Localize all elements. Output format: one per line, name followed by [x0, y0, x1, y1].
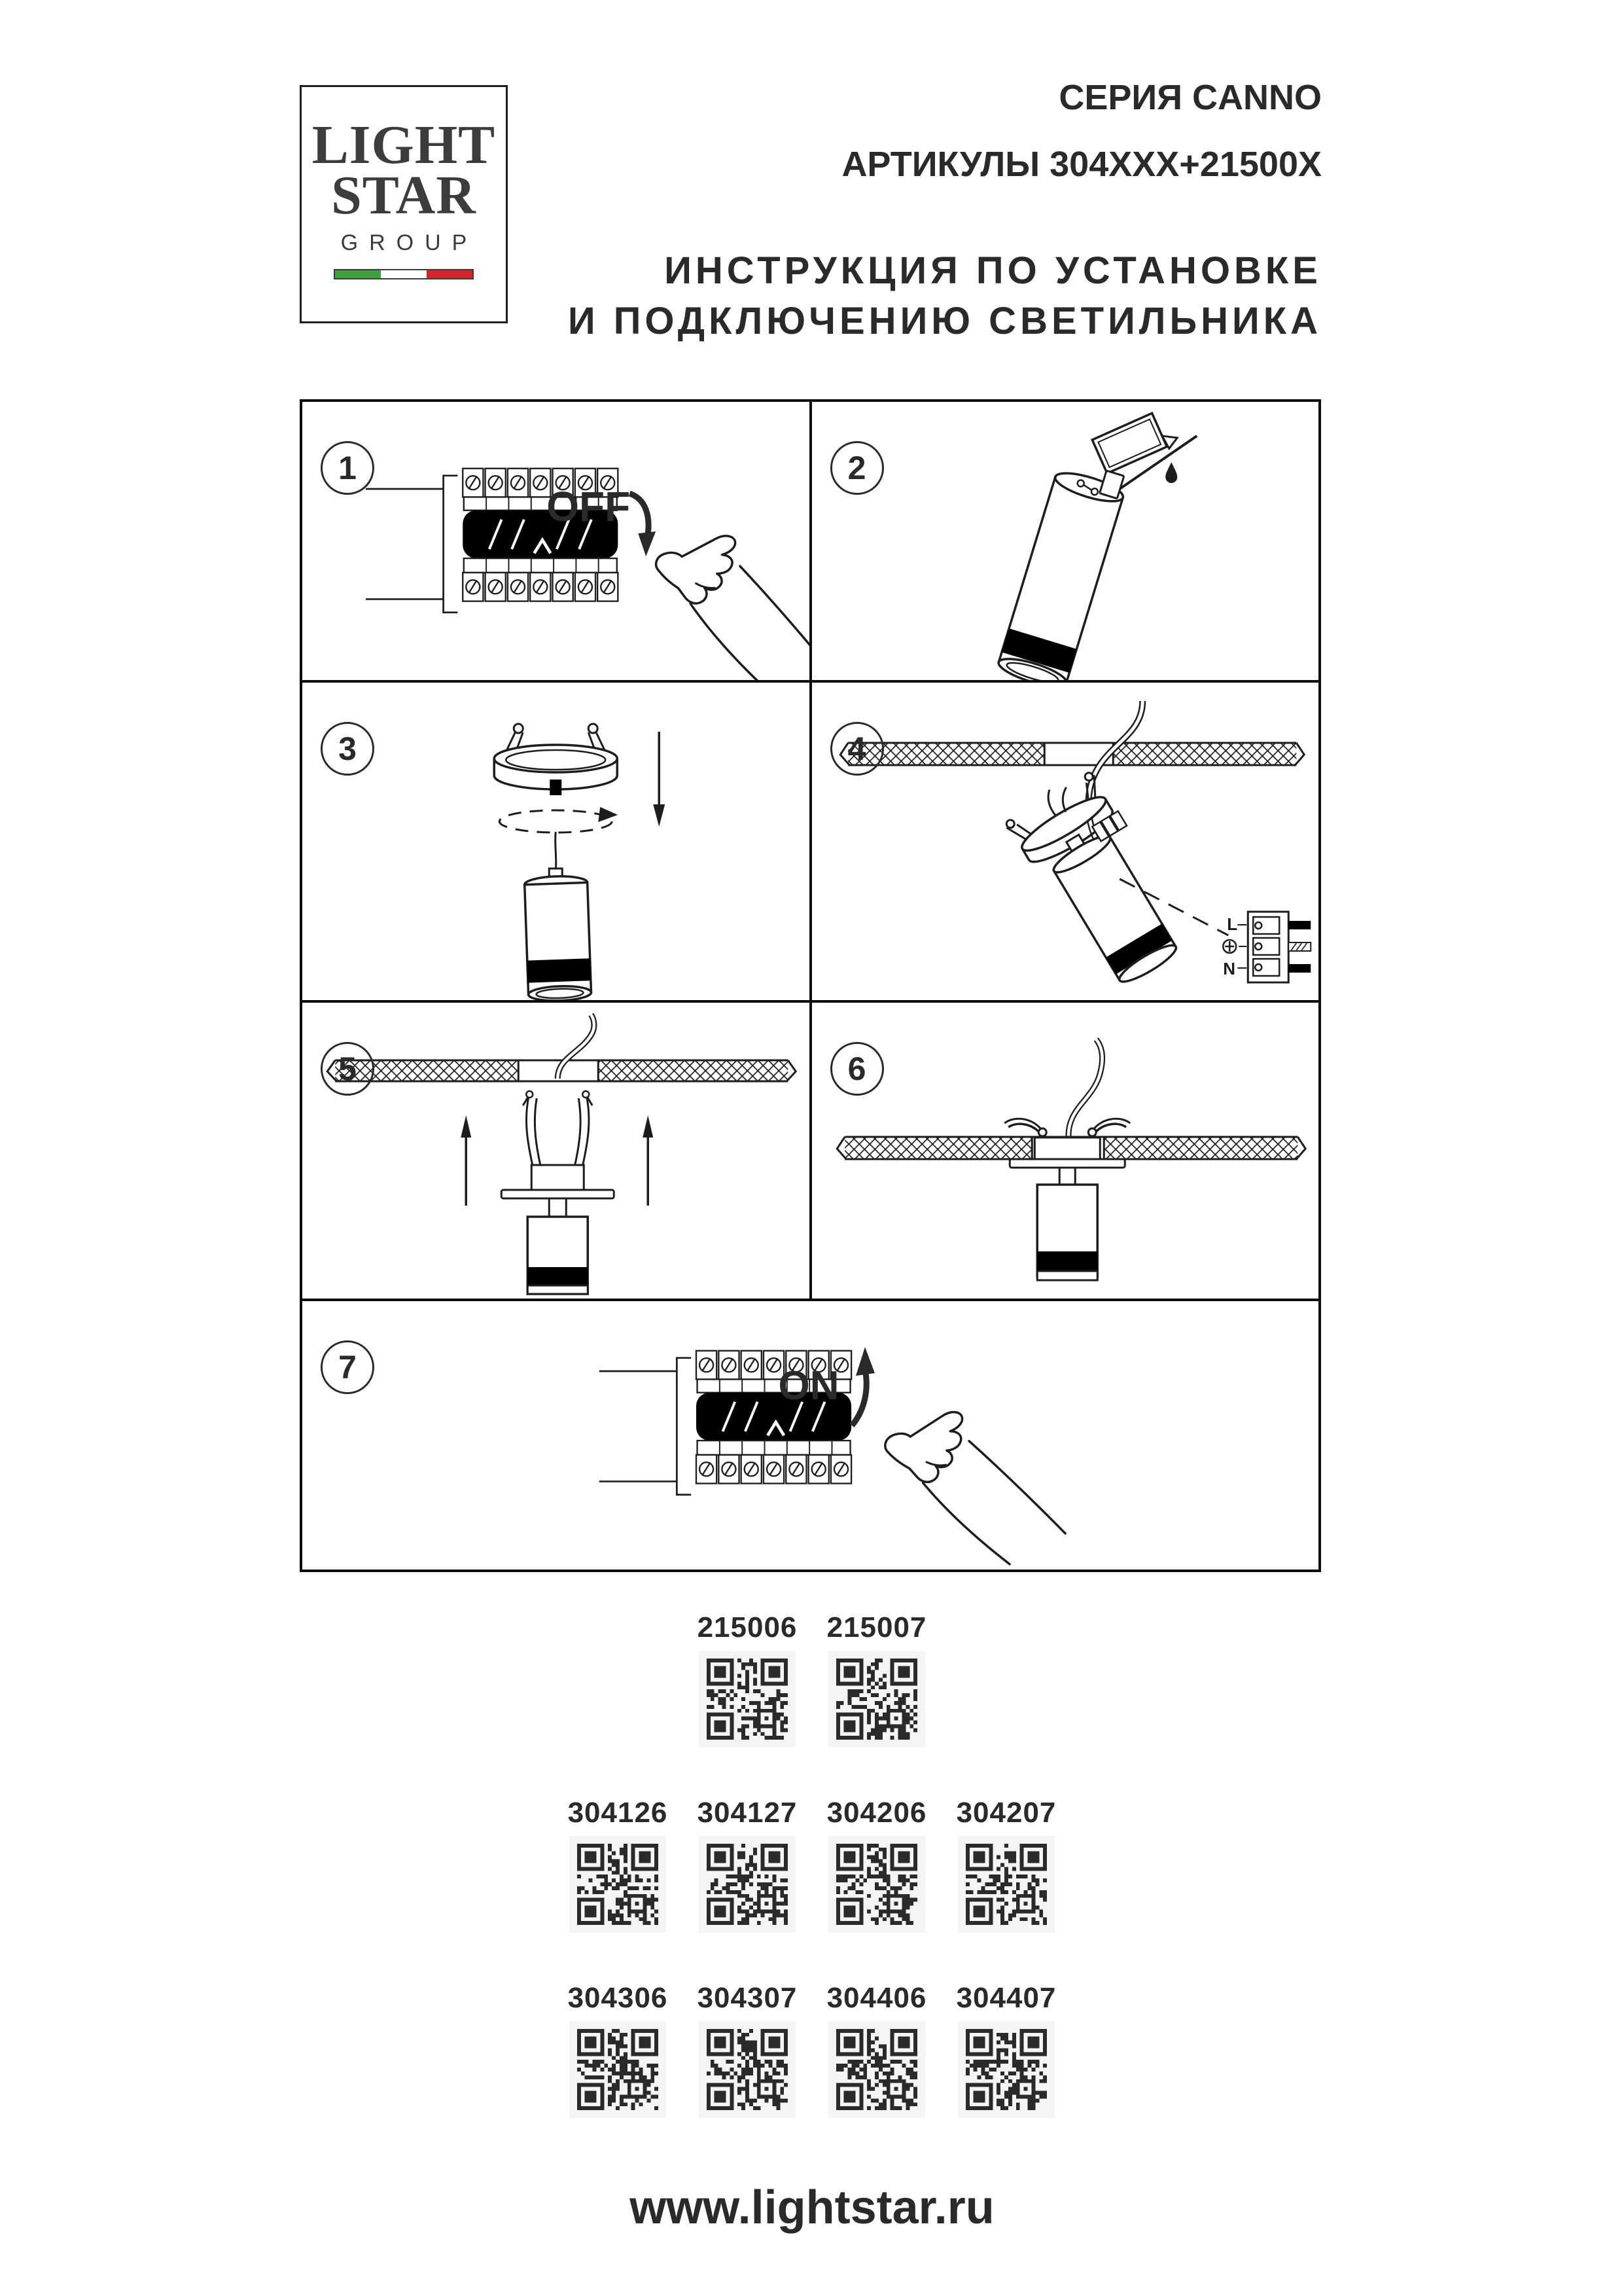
qr-code-label: 304206	[826, 1797, 927, 1829]
pointing-hand-icon	[881, 1390, 1068, 1570]
step-number-badge: 5	[321, 1042, 374, 1096]
logo-word-light: LIGHT	[311, 115, 496, 175]
qr-item	[566, 1797, 669, 1933]
qr-item	[696, 1611, 799, 1748]
qr-item	[825, 1982, 928, 2118]
up-arrow-icon	[643, 1115, 653, 1206]
qr-item	[825, 1797, 928, 1933]
mounting-ring	[494, 724, 617, 795]
supply-wire	[1068, 1039, 1102, 1139]
step-number-badge: 7	[321, 1340, 374, 1394]
lamp-cylinder	[524, 875, 591, 1000]
pointing-hand-icon	[653, 518, 809, 680]
lamp-body	[501, 1165, 614, 1294]
terminal-neutral-label: N	[1222, 959, 1235, 978]
step-panel-5	[302, 1003, 809, 1299]
articles-line: АРТИКУЛЫ 304ХХХ+21500Х	[841, 145, 1322, 184]
qr-code-label: 304407	[956, 1982, 1057, 2014]
lightstar-logo	[300, 85, 508, 323]
qr-code-image	[958, 1836, 1055, 1933]
step-2-illustration	[812, 402, 1319, 680]
down-arrow-icon	[653, 732, 665, 827]
instruction-steps-grid	[300, 399, 1321, 1572]
step-panel-3	[302, 683, 809, 1000]
qr-item	[696, 1797, 799, 1933]
qr-code-label: 304127	[697, 1797, 798, 1829]
step-4-illustration	[812, 683, 1319, 1000]
spring-clip-icon	[523, 1091, 592, 1166]
italian-flag-icon	[334, 269, 474, 279]
qr-code-image	[699, 2021, 796, 2118]
qr-code-image	[699, 1651, 796, 1748]
droplet-icon	[1165, 462, 1177, 483]
step-6-illustration	[812, 1003, 1319, 1299]
qr-code-image	[828, 1836, 925, 1933]
lamp-with-ring	[1001, 766, 1195, 997]
logo-word-group: GROUP	[340, 230, 478, 255]
website-url: www.lightstar.ru	[629, 2181, 995, 2234]
logo-word-star: STAR	[331, 165, 476, 226]
terminal-block	[1223, 912, 1311, 982]
flag-red	[427, 270, 472, 278]
instruction-title-line1: ИНСТРУКЦИЯ ПО УСТАНОВКЕ	[664, 249, 1322, 292]
on-arrow-icon	[852, 1347, 875, 1426]
qr-row-1	[0, 1611, 1624, 1748]
step-7-illustration	[302, 1301, 1318, 1570]
ceiling-cross-section	[840, 743, 1304, 765]
qr-item	[955, 1982, 1058, 2118]
supply-wire	[557, 1014, 594, 1079]
qr-code-image	[569, 2021, 666, 2118]
up-arrow-icon	[461, 1115, 471, 1206]
step-panel-4	[812, 683, 1319, 1000]
step-number-badge: 3	[321, 722, 374, 776]
wire-connectors	[1092, 811, 1127, 841]
step-1-illustration	[302, 402, 809, 680]
step-3-illustration	[302, 683, 809, 1000]
qr-code-label: 304207	[956, 1797, 1057, 1829]
step-panel-6	[812, 1003, 1319, 1299]
qr-code-label: 304126	[567, 1797, 668, 1829]
flag-green	[335, 270, 381, 278]
qr-code-label: 215007	[826, 1611, 927, 1643]
step-number-badge: 2	[830, 441, 884, 495]
qr-code-image	[569, 1836, 666, 1933]
power-on-label: ON	[778, 1363, 839, 1408]
qr-item	[566, 1982, 669, 2118]
qr-code-label: 215006	[697, 1611, 798, 1643]
lamp-body	[1010, 1138, 1125, 1280]
qr-code-label: 304406	[826, 1982, 927, 2014]
earth-icon	[1223, 940, 1236, 953]
step-number-badge: 6	[830, 1042, 884, 1096]
step-panel-1	[302, 402, 809, 680]
step-number-badge: 1	[321, 441, 374, 495]
step-number-badge: 4	[830, 722, 884, 776]
qr-item	[696, 1982, 799, 2118]
qr-row-3	[0, 1982, 1624, 2118]
qr-item	[955, 1797, 1058, 1933]
terminal-line-label: L	[1226, 914, 1237, 934]
series-title: СЕРИЯ CANNO	[1059, 78, 1322, 117]
qr-code-label: 304306	[567, 1982, 668, 2014]
lamp-cylinder	[996, 457, 1129, 680]
qr-code-image	[958, 2021, 1055, 2118]
header	[568, 77, 1322, 346]
rotation-arrow-icon	[499, 807, 618, 833]
qr-code-label: 304307	[697, 1982, 798, 2014]
off-arrow-icon	[629, 493, 656, 556]
power-off-label: OFF	[546, 483, 631, 530]
flag-white	[381, 270, 427, 278]
instruction-title-line2: И ПОДКЛЮЧЕНИЮ СВЕТИЛЬНИКА	[567, 299, 1322, 342]
grease-packet-icon	[1092, 408, 1180, 476]
qr-code-image	[828, 2021, 925, 2118]
qr-code-image	[828, 1651, 925, 1748]
step-panel-7	[302, 1301, 1318, 1570]
qr-code-image	[699, 1836, 796, 1933]
step-5-illustration	[302, 1003, 809, 1299]
qr-row-2	[0, 1797, 1624, 1933]
qr-item	[825, 1611, 928, 1748]
step-panel-2	[812, 402, 1319, 680]
